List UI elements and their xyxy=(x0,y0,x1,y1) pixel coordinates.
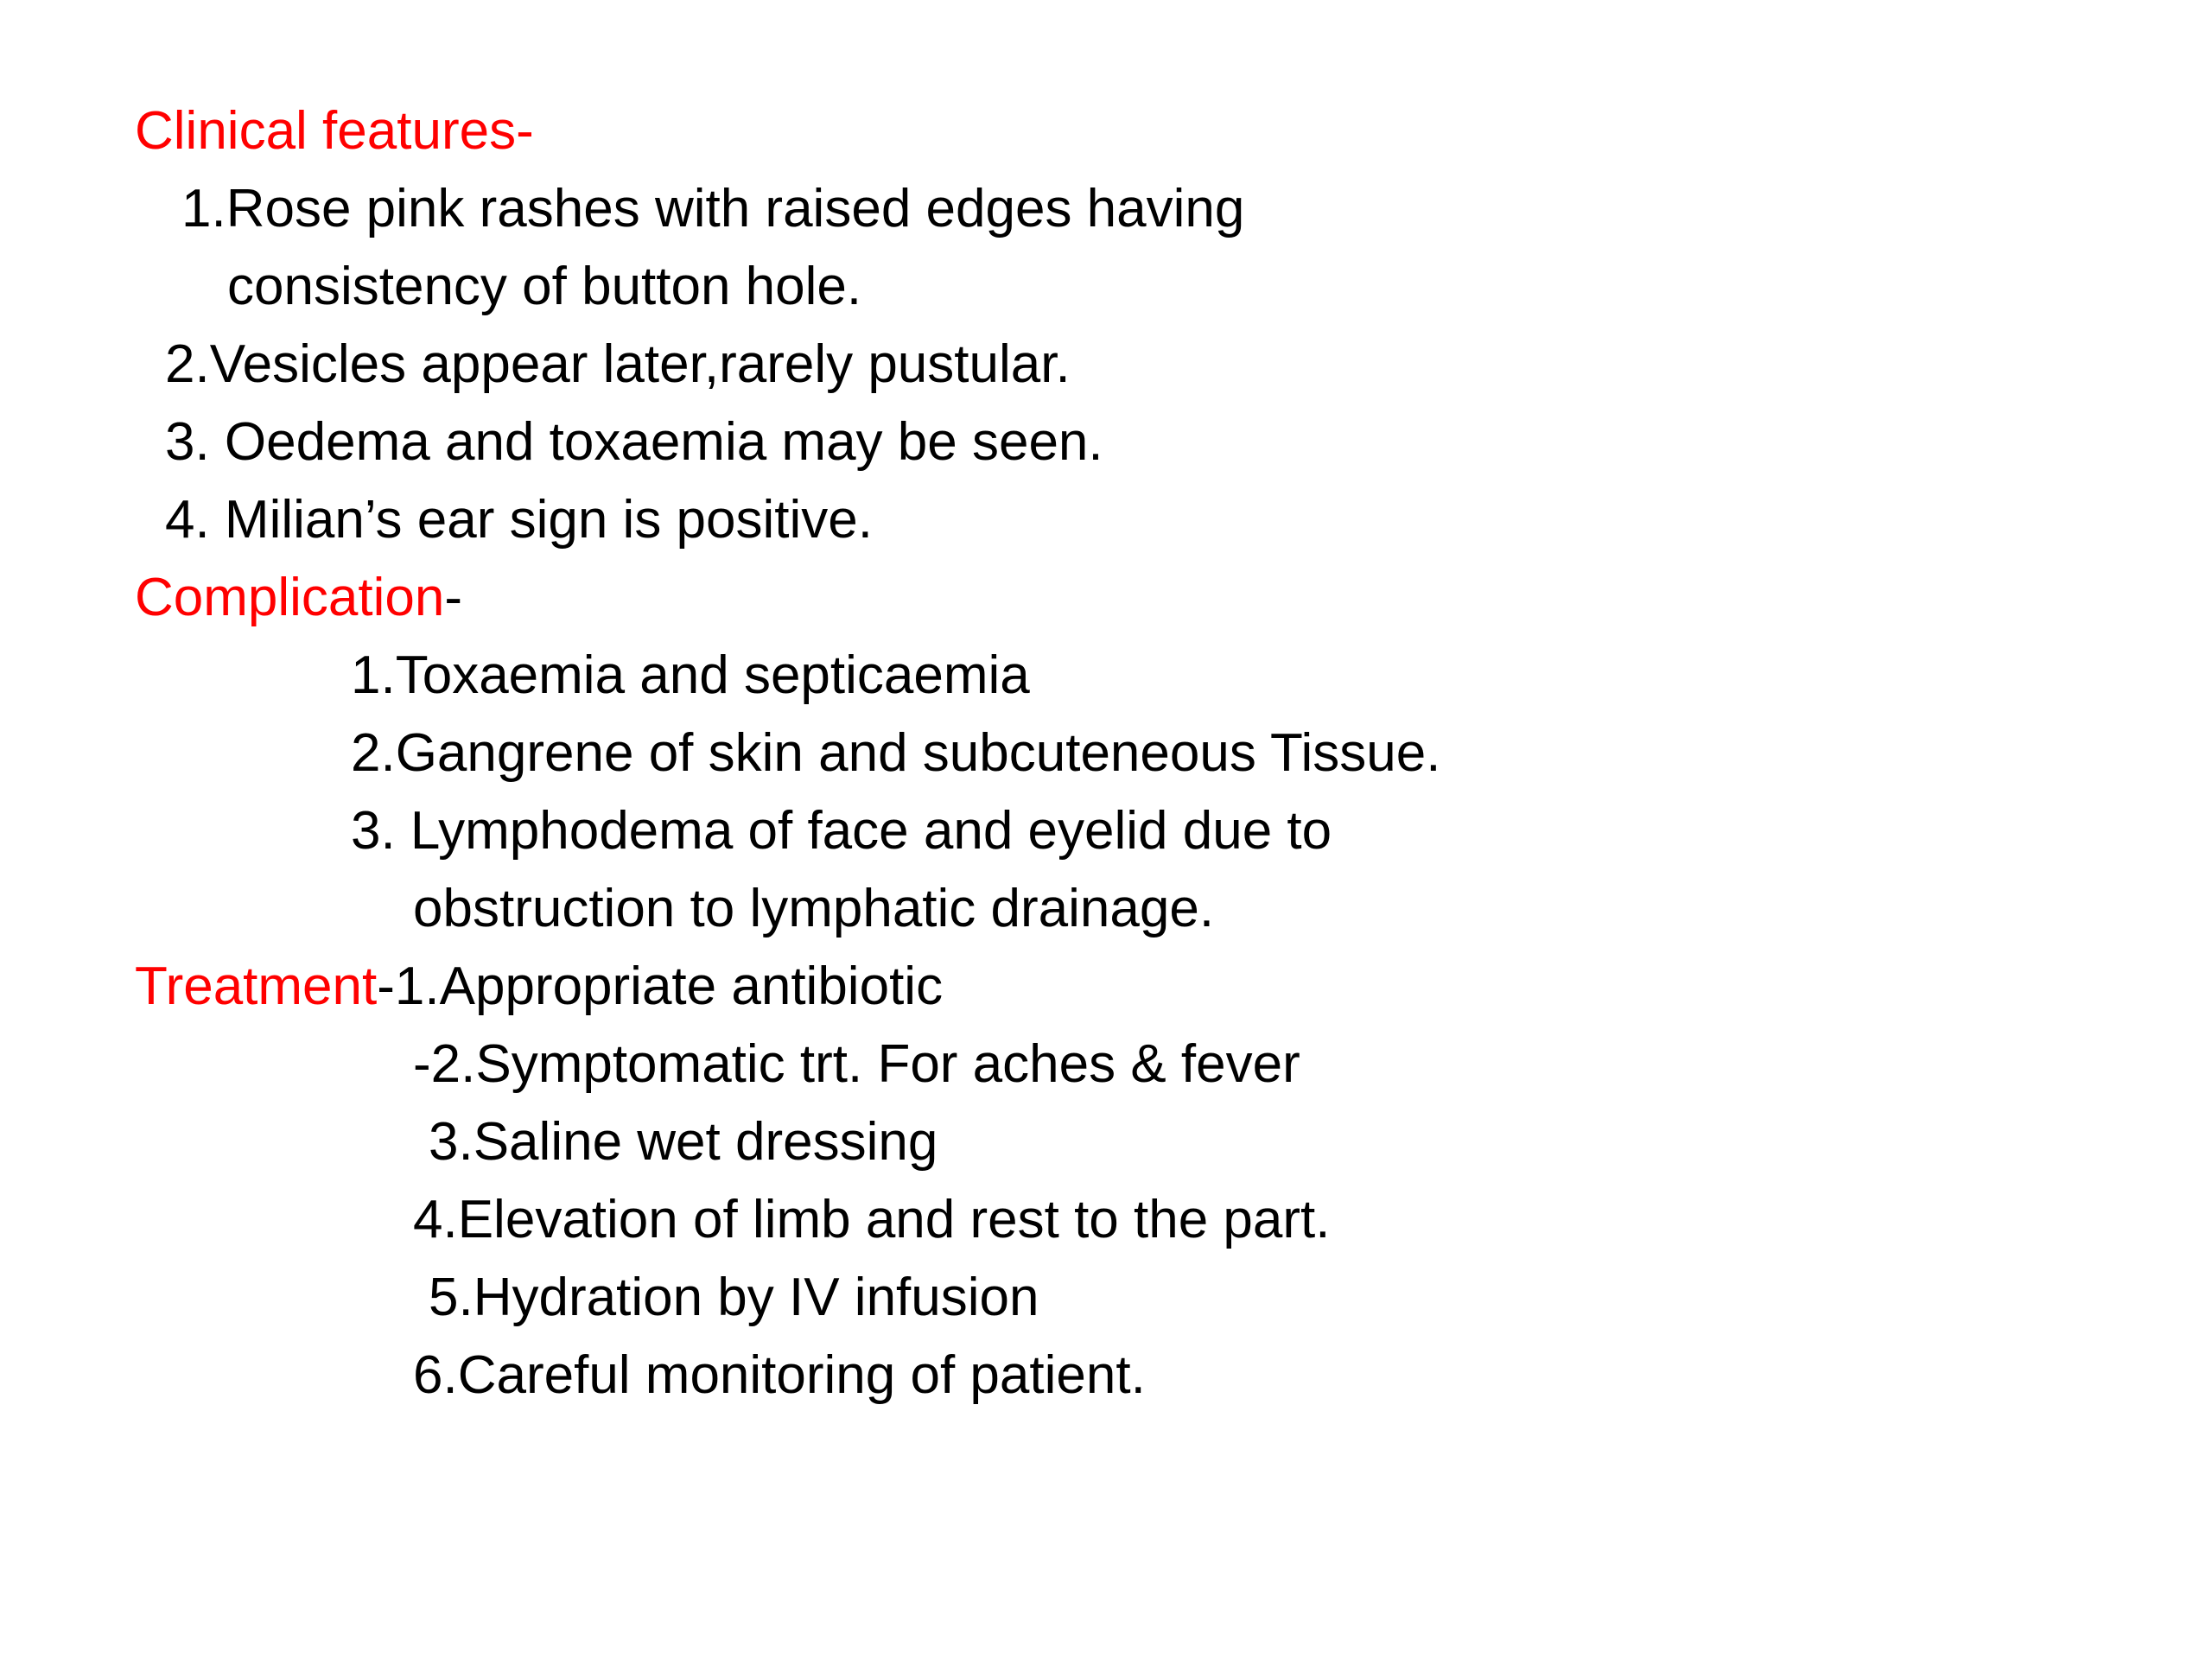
complication-item-3-continued: obstruction to lymphatic drainage. xyxy=(413,879,1215,938)
complication-dash: - xyxy=(444,568,463,627)
clinical-item-3: 3. Oedema and toxaemia may be seen. xyxy=(165,412,1103,472)
clinical-item-1: 1.Rose pink rashes with raised edges having xyxy=(181,179,1245,238)
treatment-item-6: 6.Careful monitoring of patient. xyxy=(413,1345,1146,1405)
complication-item-3: 3. Lymphodema of face and eyelid due to xyxy=(351,801,1332,861)
complication-heading: Complication xyxy=(135,568,445,627)
complication-item-2: 2.Gangrene of skin and subcuteneous Tissue. xyxy=(351,723,1441,783)
treatment-item-3: 3.Saline wet dressing xyxy=(429,1112,938,1172)
complication-heading-line xyxy=(135,559,462,637)
treatment-item-1: -1.Appropriate antibiotic xyxy=(377,957,944,1016)
treatment-item-5: 5.Hydration by IV infusion xyxy=(429,1268,1039,1327)
treatment-item-2: -2.Symptomatic trt. For aches & fever xyxy=(413,1034,1300,1094)
clinical-item-1-continued: consistency of button hole. xyxy=(227,257,862,316)
treatment-heading: Treatment xyxy=(135,957,378,1016)
clinical-features-heading: Clinical features- xyxy=(135,101,534,161)
treatment-heading-line xyxy=(135,948,943,1026)
treatment-item-4: 4.Elevation of limb and rest to the part. xyxy=(413,1190,1331,1249)
complication-item-1: 1.Toxaemia and septicaemia xyxy=(351,645,1030,705)
clinical-item-2: 2.Vesicles appear later,rarely pustular. xyxy=(165,334,1071,394)
clinical-item-4: 4. Milian’s ear sign is positive. xyxy=(165,490,873,550)
